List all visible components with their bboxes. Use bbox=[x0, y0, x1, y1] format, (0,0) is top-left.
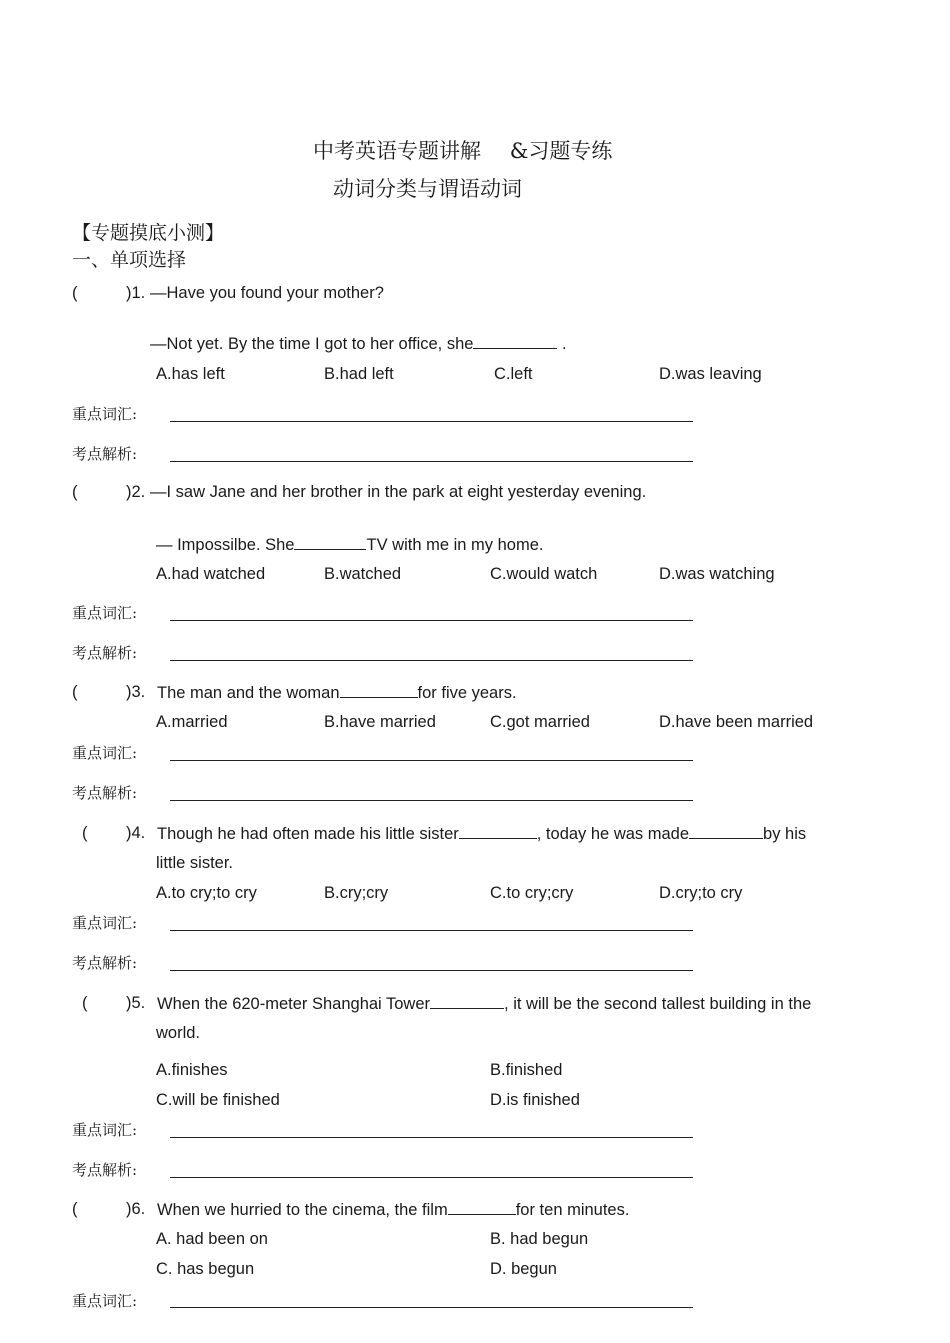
q2-answer-blank bbox=[294, 535, 366, 550]
q6-answer-blank bbox=[448, 1200, 516, 1215]
q4-vocab-line bbox=[170, 930, 693, 931]
q4-vocab-label: 重点词汇: bbox=[72, 914, 138, 932]
q5-option-b: B.finished bbox=[490, 1061, 563, 1079]
q2-vocab-label: 重点词汇: bbox=[72, 604, 138, 622]
title-line-1 bbox=[313, 135, 612, 165]
q1-answer-blank bbox=[473, 334, 557, 349]
q6-stem bbox=[157, 1200, 629, 1220]
q4-analysis-label: 考点解析: bbox=[72, 954, 138, 972]
q1-analysis-line bbox=[170, 461, 693, 462]
subsection-heading: 一、单项选择 bbox=[72, 249, 187, 271]
q6-option-b: B. had begun bbox=[490, 1230, 589, 1248]
title-part-2: &习题专练 bbox=[509, 139, 613, 163]
q6-option-d: D. begun bbox=[490, 1260, 557, 1278]
q1-stem-2a: —Not yet. By the time I got to her office, she bbox=[150, 335, 474, 353]
q4-answer-blank-2 bbox=[689, 824, 763, 839]
q5-number: )5. bbox=[126, 994, 146, 1012]
q3-number: )3. bbox=[126, 683, 146, 701]
q3-vocab-line bbox=[170, 760, 693, 761]
q6-number: )6. bbox=[126, 1200, 146, 1218]
q2-stem-2a: — Impossilbe. She bbox=[156, 536, 295, 554]
q2-vocab-line bbox=[170, 620, 693, 621]
q2-stem: —I saw Jane and her brother in the park at eight yesterday evening. bbox=[150, 483, 647, 501]
q5-option-c: C.will be finished bbox=[156, 1091, 280, 1109]
q2-option-a: A.had watched bbox=[156, 565, 266, 583]
q1-stem-2b: . bbox=[562, 335, 567, 353]
q5-vocab-label: 重点词汇: bbox=[72, 1121, 138, 1139]
q5-analysis-label: 考点解析: bbox=[72, 1161, 138, 1179]
q5-stem-b: , it will be the second tallest building in the bbox=[504, 995, 812, 1013]
q4-stem-b: , today he was made bbox=[536, 825, 690, 843]
q1-number: )1. bbox=[126, 284, 146, 302]
q3-vocab-label: 重点词汇: bbox=[72, 744, 138, 762]
q2-analysis-line bbox=[170, 660, 693, 661]
section-heading: 【专题摸底小测】 bbox=[72, 222, 225, 244]
q2-stem-2b: TV with me in my home. bbox=[366, 536, 544, 554]
q1-option-c: C.left bbox=[494, 365, 533, 383]
q2-stem-2 bbox=[156, 535, 543, 555]
q3-analysis-line bbox=[170, 800, 693, 801]
q6-stem-b: for ten minutes. bbox=[515, 1201, 630, 1219]
q2-analysis-label: 考点解析: bbox=[72, 644, 138, 662]
q5-answer-blank bbox=[430, 994, 504, 1009]
q6-vocab-label: 重点词汇: bbox=[72, 1292, 138, 1310]
q5-stem-2: world. bbox=[156, 1024, 201, 1042]
q5-stem-a: When the 620-meter Shanghai Tower bbox=[157, 995, 431, 1013]
q5-vocab-line bbox=[170, 1137, 693, 1138]
q3-option-a: A.married bbox=[156, 713, 228, 731]
q3-answer-blank bbox=[340, 683, 418, 698]
q4-stem bbox=[157, 824, 806, 844]
q1-paren: ( bbox=[72, 284, 78, 302]
q1-option-d: D.was leaving bbox=[659, 365, 762, 383]
q4-stem-a: Though he had often made his little sister bbox=[157, 825, 459, 843]
q3-stem-a: The man and the woman bbox=[157, 684, 340, 702]
q6-option-a: A. had been on bbox=[156, 1230, 268, 1248]
q3-stem bbox=[157, 683, 517, 703]
q3-paren: ( bbox=[72, 683, 78, 701]
q1-analysis-label: 考点解析: bbox=[72, 445, 138, 463]
q5-paren: ( bbox=[82, 994, 88, 1012]
q6-stem-a: When we hurried to the cinema, the film bbox=[157, 1201, 448, 1219]
q3-option-d: D.have been married bbox=[659, 713, 814, 731]
q4-option-a: A.to cry;to cry bbox=[156, 884, 257, 902]
q1-stem: —Have you found your mother? bbox=[150, 284, 384, 302]
title-part-1: 中考英语专题讲解 bbox=[313, 139, 481, 163]
q1-vocab-label: 重点词汇: bbox=[72, 405, 138, 423]
q6-option-c: C. has begun bbox=[156, 1260, 255, 1278]
q3-analysis-label: 考点解析: bbox=[72, 784, 138, 802]
q4-number: )4. bbox=[126, 824, 146, 842]
q1-vocab-line bbox=[170, 421, 693, 422]
q2-number: )2. bbox=[126, 483, 146, 501]
q1-option-a: A.has left bbox=[156, 365, 225, 383]
q2-paren: ( bbox=[72, 483, 78, 501]
q6-paren: ( bbox=[72, 1200, 78, 1218]
q5-option-d: D.is finished bbox=[490, 1091, 580, 1109]
q3-stem-b: for five years. bbox=[417, 684, 517, 702]
q4-option-c: C.to cry;cry bbox=[490, 884, 574, 902]
q4-stem-2: little sister. bbox=[156, 854, 234, 872]
q4-option-d: D.cry;to cry bbox=[659, 884, 743, 902]
q4-stem-c: by his bbox=[763, 825, 807, 843]
q5-analysis-line bbox=[170, 1177, 693, 1178]
q2-option-d: D.was watching bbox=[659, 565, 775, 583]
title-line-2: 动词分类与谓语动词 bbox=[333, 177, 522, 201]
q5-stem bbox=[157, 994, 811, 1014]
q3-option-c: C.got married bbox=[490, 713, 590, 731]
q4-analysis-line bbox=[170, 970, 693, 971]
q4-paren: ( bbox=[82, 824, 88, 842]
q3-option-b: B.have married bbox=[324, 713, 436, 731]
q5-option-a: A.finishes bbox=[156, 1061, 228, 1079]
q6-vocab-line bbox=[170, 1307, 693, 1308]
q1-option-b: B.had left bbox=[324, 365, 394, 383]
q4-answer-blank-1 bbox=[459, 824, 537, 839]
q4-option-b: B.cry;cry bbox=[324, 884, 389, 902]
q2-option-c: C.would watch bbox=[490, 565, 598, 583]
q1-stem-2 bbox=[150, 334, 567, 354]
q2-option-b: B.watched bbox=[324, 565, 402, 583]
